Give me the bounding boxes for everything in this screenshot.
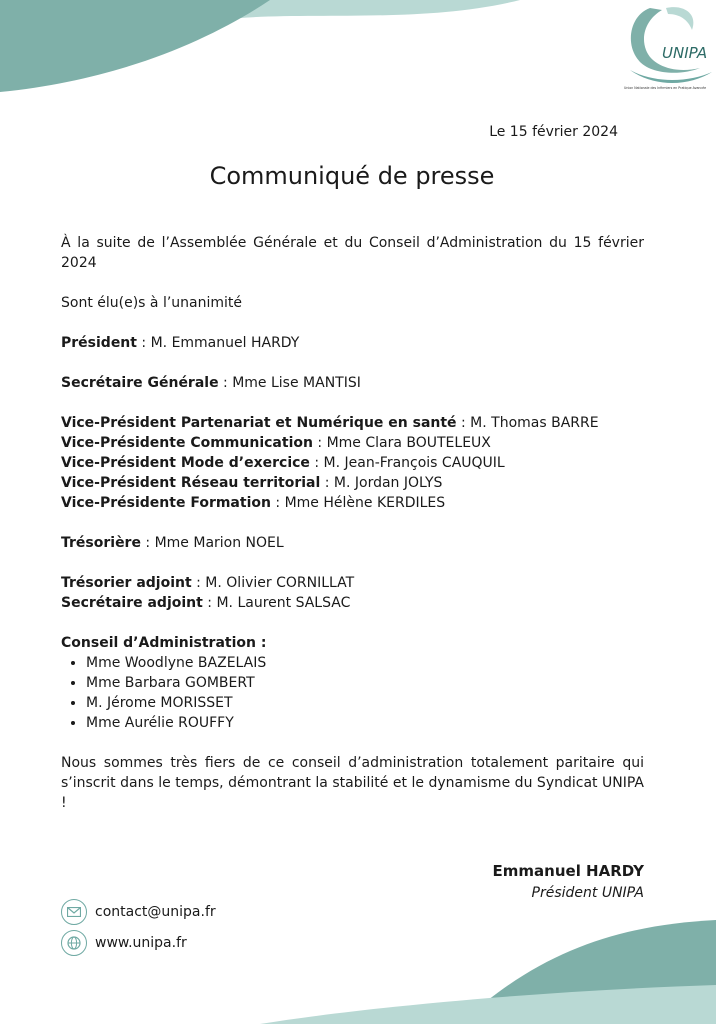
vice-line: Vice-Président Mode d’exercice : M. Jean-François CAUQUIL bbox=[61, 455, 505, 471]
document-date: Le 15 février 2024 bbox=[489, 124, 618, 140]
intro-paragraph: À la suite de l’Assemblée Générale et du Conseil d’Administration du 15 février 2024 bbox=[61, 235, 644, 271]
signature-block bbox=[493, 860, 644, 904]
list-item: • Mme Woodlyne BAZELAIS bbox=[86, 653, 644, 673]
vice-line: Vice-Présidente Communication : Mme Clara BOUTELEUX bbox=[61, 435, 491, 451]
secretaire-line: Secrétaire Générale : Mme Lise MANTISI bbox=[61, 375, 361, 391]
closing-paragraph: Nous sommes très fiers de ce conseil d’administration totalement paritaire qui s’inscrit dans le temps, démontrant la stabilité et le dynamisme du Syndicat UNIPA ! bbox=[61, 755, 644, 811]
unipa-logo bbox=[600, 0, 716, 100]
list-item: • Mme Aurélie ROUFFY bbox=[86, 713, 644, 733]
logo-name: UNIPA bbox=[662, 44, 708, 62]
vice-line: Vice-Présidente Formation : Mme Hélène KERDILES bbox=[61, 495, 446, 511]
envelope-icon bbox=[61, 899, 87, 925]
page-title: Communiqué de presse bbox=[209, 162, 495, 190]
conseil-heading: Conseil d’Administration : bbox=[61, 635, 267, 651]
signature-name: Emmanuel HARDY bbox=[492, 862, 644, 880]
logo-tagline: Union Nationale des Infirmiers en Pratique Avancée bbox=[624, 86, 707, 90]
document-body bbox=[61, 233, 644, 813]
unanimity-line: Sont élu(e)s à l’unanimité bbox=[61, 295, 243, 311]
tresoriere-line: Trésorière : Mme Marion NOEL bbox=[61, 535, 284, 551]
vice-line: Vice-Président Partenariat et Numérique en santé : M. Thomas BARRE bbox=[61, 415, 599, 431]
contact-website[interactable] bbox=[61, 930, 187, 956]
list-item: • Mme Barbara GOMBERT bbox=[86, 673, 644, 693]
signature-role: Président UNIPA bbox=[531, 885, 644, 901]
list-item: • M. Jérome MORISSET bbox=[86, 693, 644, 713]
email-link[interactable]: contact@unipa.fr bbox=[95, 904, 216, 920]
website-link[interactable]: www.unipa.fr bbox=[95, 935, 187, 951]
globe-icon bbox=[61, 930, 87, 956]
conseil-members-list bbox=[61, 653, 644, 733]
president-line: Président : M. Emmanuel HARDY bbox=[61, 335, 300, 351]
adjoint-line: Trésorier adjoint : M. Olivier CORNILLAT bbox=[61, 575, 355, 591]
adjoint-line: Secrétaire adjoint : M. Laurent SALSAC bbox=[61, 595, 351, 611]
vice-line: Vice-Président Réseau territorial : M. Jordan JOLYS bbox=[61, 475, 443, 491]
contact-email[interactable] bbox=[61, 899, 216, 925]
